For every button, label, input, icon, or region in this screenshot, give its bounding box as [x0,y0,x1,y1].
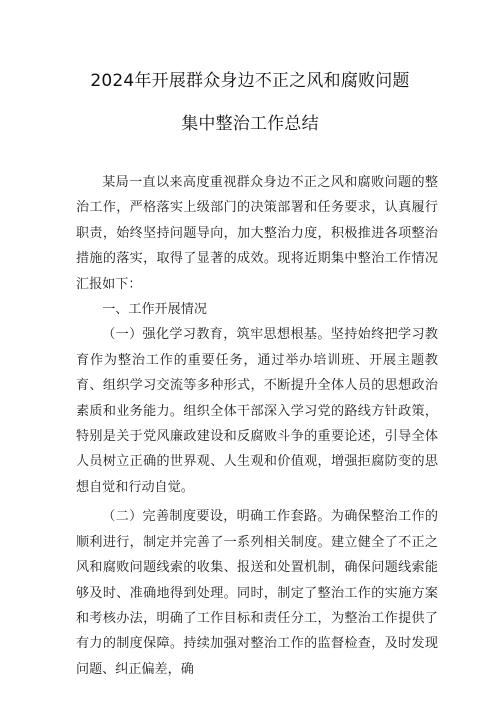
paragraph-system-improvement: （二）完善制度要设，明确工作套路。为确保整治工作的顺利进行，制定并完善了一系列相关制度。建立健全了不正之风和腐败问题线索的收集、报送和处置机制，确保问题线索能够及时、准确地得到处理。同时，制定了整治工作的实施方案和考核办法，明确了工作目标和责任分工，为整治工作提供了有力的制度保障。持续加强对整治工作的监督检查，及时发现问题、纠正偏差，确 [76,509,438,677]
document-body [76,170,438,682]
section-heading-work-status: 一、工作开展情况 [102,302,207,318]
document-title-line-1: 2024年开展群众身边不正之风和腐败问题 [90,71,410,91]
document-title-line-2: 集中整治工作总结 [181,114,319,134]
paragraph-study-education: （一）强化学习教育，筑牢思想根基。坚持始终把学习教育作为整治工作的重要任务，通过举办培训班、开展主题教育、组织学习交流等多种形式，不断提升全体人员的思想政治素质和业务能力。组织全体干部深入学习党的路线方针政策，特别是关于党风廉政建设和反腐败斗争的重要论述，引导全体人员树立正确的世界观、人生观和价值观，增强拒腐防变的思想自觉和行动自觉。 [76,327,438,495]
intro-paragraph: 某局一直以来高度重视群众身边不正之风和腐败问题的整治工作，严格落实上级部门的决策部署和任务要求，认真履行职责，始终坚持问题导向，加大整治力度，积极推进各项整治措施的落实，取得了显著的成效。现将近期集中整治工作情况汇报如下： [76,175,438,292]
